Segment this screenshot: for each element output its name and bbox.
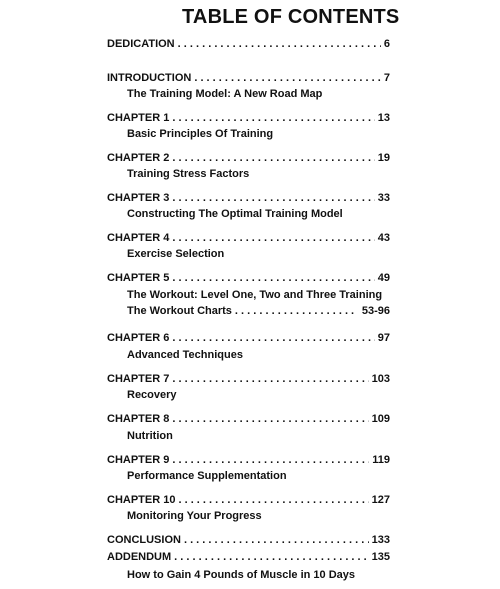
toc-entry-chapter-7[interactable] [107, 373, 390, 386]
toc-page-number: 19 [377, 152, 390, 164]
toc-entry-subtitle: Monitoring Your Progress [127, 510, 262, 522]
toc-entry-subtitle: Constructing The Optimal Training Model [127, 208, 343, 220]
toc-entry-chapter-4[interactable] [107, 232, 390, 245]
toc-page-number: 135 [371, 551, 390, 563]
toc-entry-label: CHAPTER 2 [107, 152, 170, 164]
dot-leader [172, 152, 374, 165]
toc-entry-dedication[interactable] [107, 38, 390, 51]
toc-page-number: 13 [377, 112, 390, 124]
toc-subentry-label: The Workout Charts [127, 305, 232, 317]
toc-page-number: 103 [371, 373, 390, 385]
toc-entry-subtitle: Exercise Selection [127, 248, 225, 260]
dot-leader [172, 373, 368, 386]
toc-entry-label: CHAPTER 7 [107, 373, 170, 385]
toc-entry-chapter-8[interactable] [107, 413, 390, 426]
toc-page-number: 53-96 [361, 305, 390, 317]
toc-entry-label: CHAPTER 4 [107, 232, 170, 244]
toc-entry-chapter-3[interactable] [107, 192, 390, 205]
toc-page-number: 43 [377, 232, 390, 244]
dot-leader [172, 454, 369, 467]
toc-entry-label: CHAPTER 9 [107, 454, 170, 466]
toc-entry-subtitle: How to Gain 4 Pounds of Muscle in 10 Days [127, 569, 355, 581]
dot-leader [172, 332, 374, 345]
toc-page-number: 109 [371, 413, 390, 425]
toc-page-number: 6 [383, 38, 390, 50]
dot-leader [178, 494, 368, 507]
toc-entry-subtitle: The Training Model: A New Road Map [127, 88, 323, 100]
toc-entry-label: ADDENDUM [107, 551, 172, 563]
page-title: TABLE OF CONTENTS [182, 6, 400, 28]
toc-entry-label: CHAPTER 8 [107, 413, 170, 425]
toc-entry-subtitle: The Workout: Level One, Two and Three Training [127, 289, 383, 301]
toc-entry-label: CHAPTER 5 [107, 272, 170, 284]
toc-entry-subtitle: Training Stress Factors [127, 168, 250, 180]
dot-leader [172, 112, 374, 125]
toc-entry-subtitle: Basic Principles Of Training [127, 128, 274, 140]
toc-entry-chapter-5[interactable] [107, 272, 390, 285]
toc-entry-conclusion[interactable] [107, 534, 390, 547]
toc-entry-label: CHAPTER 1 [107, 112, 170, 124]
toc-entry-label: CHAPTER 3 [107, 192, 170, 204]
dot-leader [172, 272, 374, 285]
dot-leader [172, 232, 374, 245]
toc-entry-label: CHAPTER 10 [107, 494, 176, 506]
dot-leader [194, 72, 381, 85]
toc-entry-introduction[interactable] [107, 72, 390, 85]
toc-entry-label: CHAPTER 6 [107, 332, 170, 344]
toc-entry-subtitle: Recovery [127, 389, 177, 401]
toc-entry-chapter-6[interactable] [107, 332, 390, 345]
dot-leader [172, 413, 368, 426]
toc-entry-chapter-10[interactable] [107, 494, 390, 507]
toc-page-number: 7 [383, 72, 390, 84]
toc-entry-subtitle: Performance Supplementation [127, 470, 287, 482]
toc-page-number: 49 [377, 272, 390, 284]
toc-page-number: 133 [371, 534, 390, 546]
toc-entry-subtitle: Advanced Techniques [127, 349, 243, 361]
toc-entry-chapter-2[interactable] [107, 152, 390, 165]
toc-entry-addendum[interactable] [107, 551, 390, 564]
dot-leader [235, 305, 356, 318]
toc-entry-label: INTRODUCTION [107, 72, 192, 84]
toc-entry-label: DEDICATION [107, 38, 175, 50]
toc-page-number: 119 [372, 454, 390, 466]
toc-entry-label: CONCLUSION [107, 534, 181, 546]
toc-entry-subtitle-2[interactable] [127, 305, 390, 318]
toc-page-number: 127 [371, 494, 390, 506]
dot-leader [174, 551, 368, 564]
toc-entry-chapter-1[interactable] [107, 112, 390, 125]
dot-leader [172, 192, 374, 205]
dot-leader [184, 534, 369, 547]
toc-page-number: 97 [377, 332, 390, 344]
toc-entry-subtitle: Nutrition [127, 430, 173, 442]
toc-page-number: 33 [377, 192, 390, 204]
toc-entry-chapter-9[interactable] [107, 454, 390, 467]
dot-leader [178, 38, 381, 51]
